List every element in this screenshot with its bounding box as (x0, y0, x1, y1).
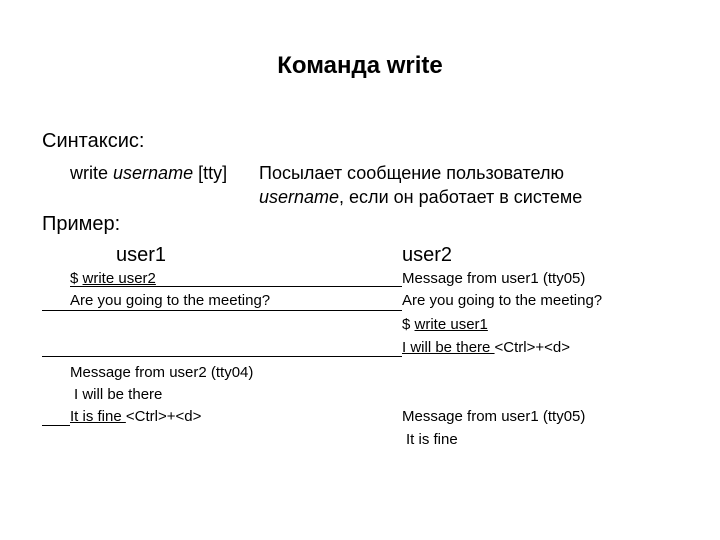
user1-prompt: $ (70, 270, 79, 287)
user2-command: write user1 (414, 316, 488, 333)
timeline-rule (42, 425, 70, 426)
user1-label: user1 (116, 244, 167, 266)
user1-fine-keys: <Ctrl>+<d> (125, 408, 202, 425)
user2-write-command (402, 316, 488, 333)
user2-received-question: Are you going to the meeting? (402, 292, 603, 309)
syntax-description-2 (259, 187, 582, 208)
user2-prompt: $ (402, 316, 411, 333)
user2-reply-line (402, 339, 570, 356)
user2-received-fine: It is fine (406, 431, 458, 448)
syntax-description-argument: username (259, 187, 340, 207)
example-heading: Пример: (42, 213, 121, 235)
user2-reply-text: I will be there (402, 339, 495, 356)
user2-label: user2 (402, 244, 453, 266)
timeline-rule (42, 356, 402, 357)
timeline-rule (42, 310, 402, 311)
syntax-heading: Синтаксис: (42, 130, 145, 152)
user1-fine-line (70, 408, 201, 425)
syntax-option: [tty] (198, 163, 228, 183)
timeline-rule (70, 286, 402, 287)
user2-message-header: Message from user1 (tty05) (402, 270, 586, 287)
user2-reply-keys: <Ctrl>+<d> (494, 339, 571, 356)
user1-received-reply: I will be there (74, 386, 163, 403)
syntax-description-1: Посылает сообщение пользователю (259, 163, 564, 183)
syntax-description-rest: , если он работает в системе (339, 187, 583, 207)
user1-command: write user2 (82, 270, 156, 287)
user1-message-header: Message from user2 (tty04) (70, 364, 254, 381)
page-title: Команда write (277, 52, 443, 79)
syntax-line-1 (70, 163, 227, 184)
syntax-argument: username (113, 163, 194, 183)
user1-fine-text: It is fine (70, 408, 126, 425)
user2-message-header-2: Message from user1 (tty05) (402, 408, 586, 425)
syntax-command: write (70, 163, 109, 183)
user1-question: Are you going to the meeting? (70, 292, 271, 309)
user1-write-command (70, 270, 156, 287)
